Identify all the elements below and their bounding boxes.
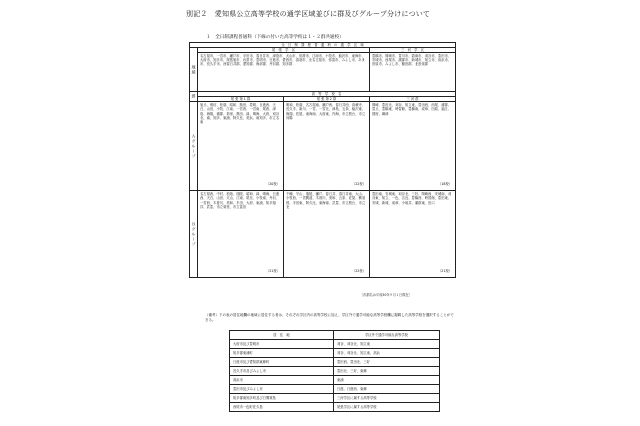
group-a-owari-1-schools: 旭丘、惟信、松蔭、昭和、熱田、豊明、日進西、天白、山田、小牧、江南、一宮西、一宮南、尾西、津島、海翔、蒲郡、菊里、熱田、緑、鳴海、大府、刈谷北、滝、知多、東浦、阿久比、美浜、南知多、市立名東	[200, 103, 280, 124]
allowed-schools-cell: 三河学区に属する高等学校	[334, 394, 440, 403]
district-mikawa-name: 三 河 学 区	[370, 48, 456, 53]
group-a-owari-2-cell	[284, 102, 370, 191]
group-a-mikawa-schools: 岡崎、豊田北、刈谷、知立東、豊田西、西尾、蒲郡、豊丘、豊橋東、時習館、豊橋南、成章、田原、福江、国府、御津	[372, 103, 452, 116]
document-title: 別記２ 愛知県公立高等学校の通学区域並びに群及びグループ分けについて	[186, 10, 431, 18]
group-a-label: Ａグループ	[190, 102, 198, 191]
table-row	[230, 358, 440, 367]
district-owari-area: 名古屋市、一宮市、瀬戸市、半田市、春日井市、津島市、犬山市、常滑市、江南市、小牧市、稲沢市、東海市、大府市、知多市、尾張旭市、岩倉市、豊明市、日進市、愛西市、清須市、北名古屋市、弥富市、みよし市、あま市、長久手市、西春日井郡、愛知郡、海部郡、丹羽郡、知多郡	[198, 53, 370, 92]
allowed-schools-cell: 刈谷、刈谷北、知立東	[334, 340, 440, 349]
table-row	[230, 403, 440, 412]
district-owari-name: 尾 張 学 区	[198, 48, 370, 53]
residence-cell: 長久手市及びみよし市	[230, 367, 334, 376]
group-b-mikawa-schools: 豊田南、安城東、刈谷北、三好、岡崎西、安城南、刈谷東、知立、一色、吉良、豊橋西、時習館、豊田東、安城、新城、成章、小坂井、蒲郡東、田口	[372, 192, 452, 205]
allowed-schools-cell: 豊田西、豊田北、三好	[334, 358, 440, 367]
cross-district-header-row	[230, 331, 440, 340]
allowed-schools-cell: 刈谷、刈谷北、知立東、高浜	[334, 349, 440, 358]
group-b-owari-2-schools: 千種、守山、瑞陵、瀬戸、春日井、春日井南、大山、小牧西、一宮興道、木曽川、美和、五条、佐屋、横須賀、半田東、阿久比、東海南、武豊、市立桜台、市立北	[286, 192, 366, 209]
group-b-owari-1-cell	[198, 191, 284, 278]
subgroup-owari-2: 尾 張 第 2 群	[284, 97, 370, 102]
group-label: 群	[190, 92, 198, 102]
table-row	[230, 394, 440, 403]
allowed-schools-cell: 日進、日進西、東郷	[334, 385, 440, 394]
residence-cell: 日進市及び愛知郡東郷町	[230, 358, 334, 367]
group-b-owari-1-count: （21校）	[265, 269, 280, 274]
group-b-mikawa-count: （21校）	[437, 269, 453, 274]
table-row	[230, 376, 440, 385]
group-a-mikawa-count: （18校）	[437, 182, 453, 187]
residence-cell: 豊田市及びみよし市	[230, 385, 334, 394]
table-row	[230, 349, 440, 358]
group-a-owari-1-cell	[198, 102, 284, 191]
residence-cell: 知多郡東浦町	[230, 349, 334, 358]
group-a-owari-2-count: （22校）	[351, 182, 366, 187]
district-table	[189, 42, 456, 278]
group-a-owari-2-schools: 明和、松蔭、名古屋南、瀬戸西、春日井西、高蔵寺、長久手、新川、一宮、一宮北、津島、五条、稲沢東、海翔、佐屋、東海南、大府東、内海、市立桜台、市立向陽	[286, 103, 366, 120]
district-header: 全 日 制 課 程 普 通 科 の 通 学 区 域	[190, 43, 456, 48]
table-row	[230, 367, 440, 376]
residence-header: 居 住 地	[230, 331, 334, 340]
municipality-date-note: ［市郡名は平成30年９月１日現在］	[360, 293, 412, 297]
group-b-owari-2-cell	[284, 191, 370, 278]
residence-cell: 知多郡南知多町及び日間賀島	[230, 394, 334, 403]
district-mikawa-area: 豊橋市、岡崎市、豊川市、碧南市、刈谷市、豊田市、安城市、西尾市、蒲郡市、新城市、知立市、高浜市、田原市、みよし市、額田郡、北設楽郡	[370, 53, 456, 92]
district-area-row	[190, 53, 456, 92]
group-b-owari-1-schools: 名古屋西、中村、松陰、瑞陵、昭和、緑、鳴海、日進西、天白、山田、犬山、江南、尾北、小牧南、丹羽、一宮西、木曽川、美和、半田、大府、東浦、知多翔洋、武豊、市立菊里、市立富田	[200, 192, 280, 209]
allowed-schools-header: 学区外で通学可能な高等学校	[334, 331, 440, 340]
allowed-schools-cell: 尾張学区に属する高等学校	[334, 403, 440, 412]
section-subtitle: １ 全日制課程普通科（下線の付いた高等学校は１・２群共通校）	[206, 35, 344, 40]
group-a-mikawa-cell	[370, 102, 456, 191]
allowed-schools-cell: 東浦	[334, 376, 440, 385]
group-a-row	[190, 102, 456, 191]
remarks-text: （備考）下の表の居住地欄の地域に居住する者は、それぞれ学区内の高等学校に加え、学区外で通学可能な高等学校欄に掲載した高等学校を選択することができる。	[205, 313, 454, 323]
group-a-owari-1-count: （20校）	[265, 182, 280, 187]
subgroup-mikawa: 三 河 群	[370, 97, 456, 102]
group-b-row	[190, 191, 456, 278]
table-row	[230, 385, 440, 394]
group-b-owari-2-count: （22校）	[351, 269, 366, 274]
residence-cell: 高浜市	[230, 376, 334, 385]
group-b-label: Ｂグループ	[190, 191, 198, 278]
school-header: 高 等 学 校 名	[198, 92, 456, 97]
allowed-schools-cell: 豊田北、三好、東郷	[334, 367, 440, 376]
table-row	[230, 340, 440, 349]
subgroup-owari-1: 尾 張 第 1 群	[198, 97, 284, 102]
residence-cell: 大府市及び豊明市	[230, 340, 334, 349]
region-label: 地域	[190, 48, 198, 92]
residence-cell: 西尾市一色町佐久島	[230, 403, 334, 412]
cross-district-table	[229, 330, 440, 412]
group-b-mikawa-cell	[370, 191, 456, 278]
